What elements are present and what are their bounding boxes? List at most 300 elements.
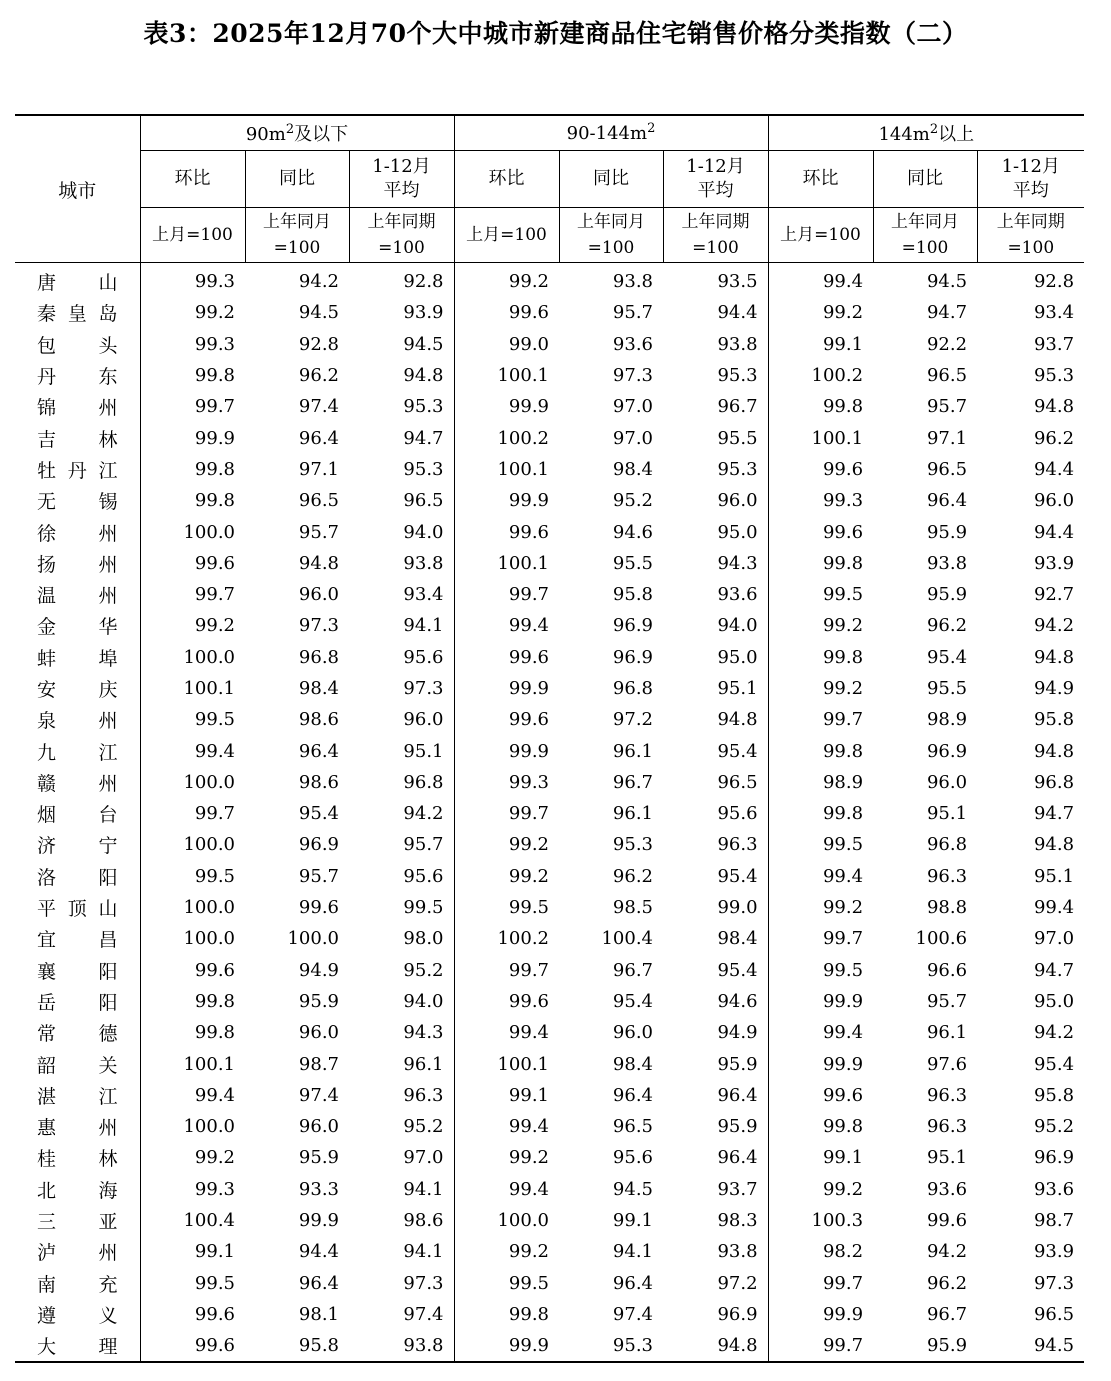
value-cell: 95.4: [298, 803, 339, 825]
value-cell: 95.9: [926, 1335, 968, 1357]
subheader-avg-line2: 平均: [383, 180, 420, 201]
city-char: 华: [98, 616, 118, 639]
value-cell: 99.2: [454, 263, 559, 298]
city-char: 岛: [98, 303, 118, 326]
value-cell: 97.0: [1033, 928, 1075, 950]
table-row: [15, 454, 1084, 485]
city-char: 济: [37, 835, 57, 858]
value-cell: 95.3: [1033, 365, 1075, 387]
subheader-yoy: 同比: [245, 151, 349, 208]
value-cell: 99.2: [768, 892, 873, 923]
city-char: 唐: [37, 272, 57, 295]
base-avg: [663, 208, 768, 263]
value-cell: 92.8: [1033, 271, 1075, 293]
base-yoy-line1: 上年同月: [891, 212, 960, 232]
city-cell: [15, 329, 140, 360]
value-cell: 93.8: [612, 271, 653, 293]
value-cell: 99.5: [768, 579, 873, 610]
value-cell: 97.4: [403, 1303, 444, 1325]
subheader-mom: 环比: [140, 151, 245, 208]
value-cell: 98.5: [612, 897, 653, 919]
city-cell: [15, 516, 140, 547]
value-cell: 93.6: [717, 584, 758, 606]
city-cell: [15, 1080, 140, 1111]
value-cell: 99.9: [454, 735, 559, 766]
city-char: 江: [98, 1085, 118, 1108]
city-char: 无: [37, 491, 57, 514]
value-cell: 94.8: [1033, 834, 1075, 856]
value-cell: 99.4: [768, 263, 873, 298]
table-row: [15, 704, 1084, 735]
value-cell: 95.4: [1033, 1053, 1075, 1075]
value-cell: 99.9: [140, 422, 245, 453]
value-cell: 99.8: [768, 735, 873, 766]
value-cell: 95.0: [717, 646, 758, 668]
value-cell: 95.6: [612, 1147, 653, 1169]
value-cell: 95.2: [612, 490, 653, 512]
city-cell: [15, 986, 140, 1017]
city-char: 常: [37, 1023, 57, 1046]
value-cell: 99.2: [140, 610, 245, 641]
city-char: 州: [98, 1242, 118, 1265]
value-cell: 94.8: [1033, 740, 1075, 762]
value-cell: 95.0: [1033, 990, 1075, 1012]
city-cell: [15, 1205, 140, 1236]
table-row: [15, 422, 1084, 453]
city-name: [37, 487, 118, 514]
value-cell: 99.4: [454, 1174, 559, 1205]
value-cell: 96.0: [403, 709, 444, 731]
city-cell: [15, 1048, 140, 1079]
city-cell: [15, 923, 140, 954]
city-name: [37, 425, 118, 452]
base-avg-line1: 上年同期: [681, 212, 750, 232]
city-char: 台: [98, 804, 118, 827]
value-cell: 99.7: [768, 1268, 873, 1299]
city-char: 林: [98, 428, 118, 451]
value-cell: 99.7: [140, 798, 245, 829]
value-cell: 95.9: [926, 521, 968, 543]
value-cell: 99.1: [768, 329, 873, 360]
value-cell: 96.5: [1033, 1303, 1075, 1325]
value-cell: 95.7: [298, 521, 339, 543]
value-cell: 99.9: [768, 986, 873, 1017]
value-cell: 99.9: [454, 1330, 559, 1362]
value-cell: 95.2: [403, 959, 444, 981]
value-cell: 99.7: [768, 923, 873, 954]
value-cell: 99.8: [140, 986, 245, 1017]
value-cell: 96.5: [926, 458, 968, 480]
city-char: 江: [98, 459, 118, 482]
value-cell: 99.3: [140, 1174, 245, 1205]
value-cell: 98.6: [298, 771, 339, 793]
value-cell: 99.7: [140, 579, 245, 610]
city-char: 洛: [37, 866, 57, 889]
value-cell: 96.9: [1033, 1147, 1075, 1169]
base-avg-line2: =100: [692, 238, 739, 258]
table-row: [15, 263, 1084, 298]
value-cell: 97.1: [926, 427, 968, 449]
value-cell: 94.8: [298, 552, 339, 574]
city-cell: [15, 829, 140, 860]
city-char: 安: [37, 679, 57, 701]
value-cell: 96.3: [717, 834, 758, 856]
value-cell: 96.4: [298, 740, 339, 762]
table-row: [15, 735, 1084, 766]
value-cell: 95.7: [612, 302, 653, 324]
base-yoy-line1: 上年同月: [577, 212, 645, 232]
city-name: [37, 362, 118, 389]
value-cell: 99.3: [140, 329, 245, 360]
city-name: [37, 925, 118, 952]
subheader-avg: [663, 151, 768, 208]
value-cell: 93.8: [717, 1241, 758, 1263]
city-char: 阳: [98, 960, 118, 983]
value-cell: 95.9: [298, 1147, 339, 1169]
city-cell: [15, 297, 140, 328]
value-cell: 94.1: [403, 1241, 444, 1263]
value-cell: 94.3: [717, 552, 758, 574]
city-char: 东: [98, 366, 118, 389]
city-name: [37, 550, 118, 577]
city-name: [37, 988, 118, 1015]
city-char: 义: [98, 1304, 118, 1327]
city-cell: [15, 955, 140, 986]
value-cell: 98.1: [298, 1303, 339, 1325]
table-row: [15, 579, 1084, 610]
value-cell: 99.6: [454, 516, 559, 547]
city-char: 林: [98, 1148, 118, 1171]
value-cell: 96.5: [298, 490, 339, 512]
base-yoy-line2: =100: [273, 238, 321, 258]
value-cell: 99.8: [768, 391, 873, 422]
page-title: 表3：2025年12月70个大中城市新建商品住宅销售价格分类指数（二）: [143, 19, 968, 48]
value-cell: 94.2: [298, 271, 339, 293]
table-row: [15, 767, 1084, 798]
value-cell: 94.3: [403, 1022, 444, 1044]
base-avg: [349, 208, 454, 263]
value-cell: 94.6: [612, 521, 653, 543]
value-cell: 96.6: [926, 959, 968, 981]
value-cell: 98.7: [1033, 1210, 1075, 1232]
city-cell: [15, 1330, 140, 1362]
value-cell: 94.9: [298, 959, 339, 981]
base-yoy-line1: 上年同月: [263, 212, 331, 232]
city-char: 海: [98, 1179, 118, 1202]
value-cell: 95.9: [298, 990, 339, 1012]
table-row: [15, 548, 1084, 579]
value-cell: 100.0: [140, 923, 245, 954]
city-cell: [15, 610, 140, 641]
value-cell: 96.5: [717, 771, 758, 793]
city-char: 阳: [98, 866, 118, 889]
subheader-yoy: 同比: [873, 151, 977, 208]
city-char: 牡: [37, 459, 57, 482]
value-cell: 98.4: [612, 1053, 653, 1075]
value-cell: 99.8: [140, 485, 245, 516]
value-cell: 94.0: [717, 615, 758, 637]
value-cell: 98.0: [403, 928, 444, 950]
city-cell: [15, 704, 140, 735]
value-cell: 99.4: [768, 1017, 873, 1048]
value-cell: 95.5: [717, 427, 758, 449]
value-cell: 93.9: [1033, 1241, 1075, 1263]
city-char: 桂: [37, 1148, 57, 1171]
city-name: [37, 1082, 118, 1109]
city-char: 州: [98, 397, 118, 420]
city-cell: [15, 1299, 140, 1330]
city-cell: [15, 485, 140, 516]
value-cell: 96.2: [298, 365, 339, 387]
value-cell: 94.2: [1033, 1022, 1075, 1044]
value-cell: 98.9: [926, 709, 968, 731]
value-cell: 99.5: [768, 955, 873, 986]
value-cell: 99.6: [454, 297, 559, 328]
value-cell: 94.0: [403, 990, 444, 1012]
city-cell: [15, 861, 140, 892]
value-cell: 99.3: [454, 767, 559, 798]
city-char: 州: [98, 1117, 118, 1140]
value-cell: 100.0: [454, 1205, 559, 1236]
value-cell: 95.7: [298, 865, 339, 887]
value-cell: 99.1: [612, 1210, 653, 1232]
value-cell: 99.8: [768, 798, 873, 829]
value-cell: 96.0: [926, 771, 968, 793]
value-cell: 95.4: [612, 990, 653, 1012]
base-mom: 上月=100: [768, 208, 873, 263]
city-name: [37, 1051, 118, 1078]
value-cell: 96.4: [612, 1272, 653, 1294]
city-char: 丹: [37, 366, 57, 389]
value-cell: 99.6: [140, 955, 245, 986]
value-cell: 99.8: [140, 1017, 245, 1048]
city-char: 阳: [98, 991, 118, 1014]
city-name: [37, 644, 118, 671]
value-cell: 96.1: [926, 1022, 968, 1044]
value-cell: 100.6: [915, 928, 968, 950]
subheader-avg-line1: 1-12月: [1001, 156, 1061, 177]
value-cell: 100.4: [140, 1205, 245, 1236]
city-char: 州: [98, 522, 118, 545]
city-char: 南: [37, 1273, 57, 1296]
value-cell: 95.4: [926, 646, 968, 668]
city-char: 韶: [37, 1054, 57, 1077]
value-cell: 99.5: [768, 829, 873, 860]
city-char: 丹: [67, 459, 87, 482]
value-cell: 95.0: [717, 521, 758, 543]
value-cell: 99.5: [140, 1268, 245, 1299]
city-cell: [15, 360, 140, 391]
value-cell: 100.1: [454, 1048, 559, 1079]
value-cell: 98.4: [612, 458, 653, 480]
value-cell: 96.5: [403, 490, 444, 512]
value-cell: 96.8: [298, 646, 339, 668]
city-char: 顶: [67, 898, 87, 921]
value-cell: 96.4: [298, 427, 339, 449]
city-name: [37, 1113, 118, 1140]
city-char: 山: [98, 272, 118, 295]
table-row: [15, 297, 1084, 328]
city-name: [37, 800, 118, 827]
value-cell: 99.8: [768, 1111, 873, 1142]
city-char: 九: [37, 741, 57, 764]
value-cell: 99.4: [454, 1111, 559, 1142]
value-cell: 94.0: [403, 521, 444, 543]
value-cell: 96.9: [298, 834, 339, 856]
table-row: [15, 892, 1084, 923]
value-cell: 99.8: [768, 548, 873, 579]
base-avg-line2: =100: [1007, 238, 1055, 258]
value-cell: 97.3: [298, 615, 339, 637]
value-cell: 99.2: [454, 829, 559, 860]
city-cell: [15, 1111, 140, 1142]
city-char: 埠: [98, 647, 118, 670]
value-cell: 95.6: [403, 646, 444, 668]
city-char: 襄: [37, 960, 57, 983]
city-name: [37, 268, 118, 295]
city-char: 包: [37, 334, 57, 357]
table-row: [15, 1236, 1084, 1267]
subheader-mom: 环比: [454, 151, 559, 208]
value-cell: 95.9: [717, 1053, 758, 1075]
value-cell: 93.7: [1033, 333, 1075, 355]
price-index-table: [15, 114, 1084, 1363]
city-name: [37, 769, 118, 796]
value-cell: 96.0: [298, 1116, 339, 1138]
value-cell: 96.4: [717, 1147, 758, 1169]
value-cell: 99.5: [140, 704, 245, 735]
city-char: 皇: [67, 303, 87, 326]
value-cell: 97.1: [298, 458, 339, 480]
city-cell: [15, 767, 140, 798]
value-cell: 97.3: [612, 365, 653, 387]
value-cell: 94.2: [926, 1241, 968, 1263]
table-row: [15, 391, 1084, 422]
city-name: [37, 1332, 118, 1359]
value-cell: 99.0: [717, 897, 758, 919]
value-cell: 95.8: [612, 584, 653, 606]
value-cell: 100.3: [768, 1205, 873, 1236]
table-row: [15, 642, 1084, 673]
value-cell: 93.8: [717, 333, 758, 355]
value-cell: 100.1: [768, 422, 873, 453]
value-cell: 99.9: [298, 1210, 339, 1232]
base-mom: 上月=100: [140, 208, 245, 263]
value-cell: 92.2: [926, 333, 968, 355]
value-cell: 97.4: [612, 1303, 653, 1325]
value-cell: 94.2: [1033, 615, 1075, 637]
subheader-avg: [349, 151, 454, 208]
city-char: 州: [98, 772, 118, 795]
value-cell: 94.5: [298, 302, 339, 324]
city-char: 关: [98, 1054, 118, 1077]
value-cell: 96.3: [926, 1084, 968, 1106]
value-cell: 96.7: [612, 959, 653, 981]
value-cell: 99.6: [768, 454, 873, 485]
value-cell: 97.4: [298, 396, 339, 418]
base-avg-line1: 上年同期: [996, 212, 1065, 232]
base-yoy: [559, 208, 663, 263]
value-cell: 95.9: [717, 1116, 758, 1138]
city-char: 江: [98, 741, 118, 764]
value-cell: 97.4: [298, 1084, 339, 1106]
city-char: 锦: [37, 397, 57, 420]
value-cell: 95.7: [926, 396, 968, 418]
value-cell: 100.0: [140, 642, 245, 673]
city-char: 徐: [37, 522, 57, 545]
value-cell: 95.1: [926, 803, 968, 825]
value-cell: 98.8: [926, 897, 968, 919]
city-cell: [15, 391, 140, 422]
value-cell: 99.6: [454, 704, 559, 735]
city-char: 北: [37, 1179, 57, 1202]
city-name: [37, 1238, 118, 1265]
base-yoy-line2: =100: [587, 238, 635, 258]
table-row: [15, 516, 1084, 547]
city-name: [37, 831, 118, 858]
value-cell: 99.2: [768, 673, 873, 704]
value-cell: 96.4: [298, 1272, 339, 1294]
value-cell: 100.0: [140, 892, 245, 923]
value-cell: 96.0: [298, 1022, 339, 1044]
value-cell: 94.7: [926, 302, 968, 324]
value-cell: 96.9: [717, 1303, 758, 1325]
city-char: 昌: [98, 929, 118, 952]
value-cell: 99.7: [768, 704, 873, 735]
value-cell: 95.7: [926, 990, 968, 1012]
value-cell: 99.6: [140, 1330, 245, 1362]
base-yoy: [245, 208, 349, 263]
value-cell: 99.9: [768, 1048, 873, 1079]
value-cell: 95.3: [717, 458, 758, 480]
value-cell: 96.2: [926, 1272, 968, 1294]
value-cell: 96.3: [926, 865, 968, 887]
value-cell: 93.4: [403, 584, 444, 606]
value-cell: 99.5: [454, 892, 559, 923]
value-cell: 98.2: [768, 1236, 873, 1267]
city-cell: [15, 1236, 140, 1267]
value-cell: 100.0: [140, 516, 245, 547]
value-cell: 99.6: [926, 1210, 968, 1232]
value-cell: 95.3: [403, 396, 444, 418]
value-cell: 94.7: [403, 427, 444, 449]
value-cell: 94.9: [1033, 678, 1075, 699]
value-cell: 95.1: [1033, 865, 1075, 887]
city-char: 德: [98, 1023, 118, 1046]
value-cell: 99.4: [140, 735, 245, 766]
value-cell: 95.5: [926, 678, 968, 699]
value-cell: 99.8: [140, 454, 245, 485]
base-yoy: [873, 208, 977, 263]
subheader-avg: [977, 151, 1084, 208]
base-avg-line2: =100: [378, 238, 425, 258]
city-name: [37, 581, 118, 608]
subheader-avg-line2: 平均: [1012, 180, 1049, 201]
table-row: [15, 1330, 1084, 1362]
city-char: 泸: [37, 1242, 57, 1265]
city-char: 泉: [37, 710, 57, 733]
value-cell: 93.6: [612, 333, 653, 355]
value-cell: 96.7: [717, 396, 758, 418]
value-cell: 95.3: [612, 1335, 653, 1357]
value-cell: 98.7: [298, 1053, 339, 1075]
city-char: 金: [37, 616, 57, 639]
value-cell: 95.7: [403, 834, 444, 856]
value-cell: 95.6: [717, 803, 758, 825]
value-cell: 100.2: [454, 923, 559, 954]
value-cell: 94.5: [612, 1178, 653, 1200]
city-name: [37, 1176, 118, 1203]
